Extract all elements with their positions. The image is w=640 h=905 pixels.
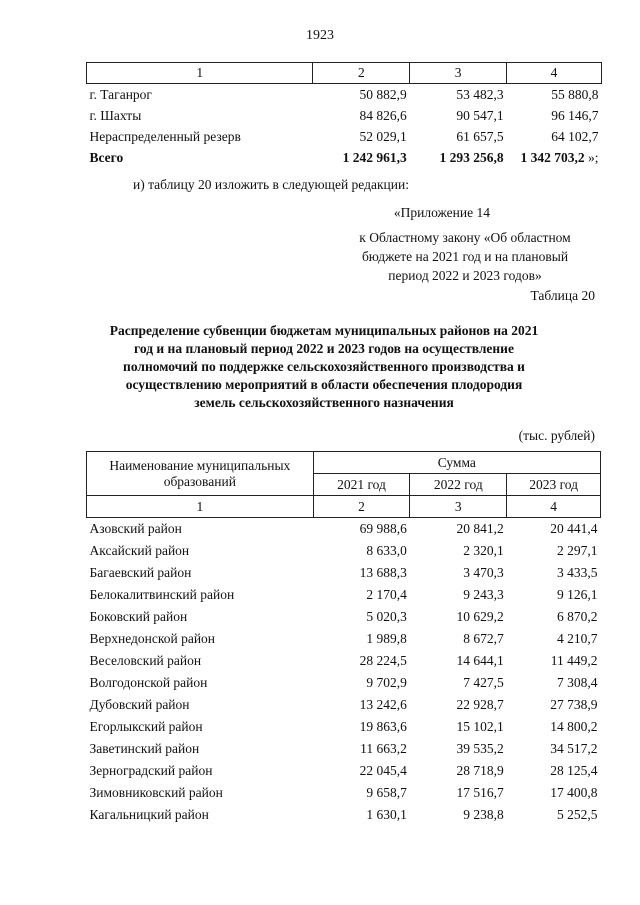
value-2023-cell: 34 517,2 — [550, 741, 598, 756]
instruction-text: и) таблицу 20 изложить в следующей редакции: — [133, 177, 409, 192]
district-name-cell: Белокалитвинский район — [89, 587, 235, 602]
value-2021-cell: 1 630,1 — [366, 807, 407, 822]
year-header-2021: 2021 год — [313, 474, 410, 496]
table-row — [87, 760, 601, 782]
appendix-law-line: к Областному закону «Об областном — [359, 230, 571, 245]
name-column-header: Наименование муниципальных образований — [87, 452, 314, 496]
value-2021-cell: 28 224,5 — [359, 653, 407, 668]
value-2022-cell: 61 657,5 — [456, 128, 504, 144]
appendix-law-line: период 2022 и 2023 годов» — [388, 268, 542, 283]
title-line: Распределение субвенции бюджетам муниципальных районов на 2021 — [109, 323, 539, 338]
district-name-cell: Верхнедонской район — [89, 631, 216, 646]
value-2022-cell: 10 629,2 — [456, 609, 504, 624]
subvention-table — [86, 451, 601, 826]
value-2023-cell: 9 126,1 — [557, 587, 598, 602]
value-2022-cell: 8 672,7 — [463, 631, 504, 646]
units-label: (тыс. рублей) — [518, 428, 595, 443]
value-2023-cell — [507, 147, 602, 168]
top-table-col-1: 1 — [87, 63, 313, 84]
title-line: полномочий по поддержке сельскохозяйственного производства и — [123, 359, 525, 374]
value-2021-cell: 2 170,4 — [366, 587, 407, 602]
value-2022-cell: 17 516,7 — [456, 785, 504, 800]
value-2022-cell: 90 547,1 — [456, 107, 504, 123]
value-2023-text: 1 342 703,2 — [520, 149, 585, 165]
value-2021-cell: 5 020,3 — [366, 609, 407, 624]
table-row — [87, 716, 601, 738]
row-name-cell: г. Шахты — [89, 107, 142, 123]
district-name-cell: Багаевский район — [89, 565, 192, 580]
table-row — [87, 105, 602, 126]
top-table-col-3: 3 — [410, 63, 507, 84]
district-name-cell: Егорлыкский район — [89, 719, 203, 734]
top-budget-table — [86, 62, 602, 168]
page-number: 1923 — [306, 28, 334, 43]
value-2023-cell: 28 125,4 — [550, 763, 598, 778]
header-row — [87, 452, 601, 474]
document-title — [86, 322, 562, 412]
table-row — [87, 126, 602, 147]
value-2021-cell: 9 702,9 — [366, 675, 407, 690]
value-2022-cell: 15 102,1 — [456, 719, 504, 734]
title-line: осуществлению мероприятий в области обеспечения плодородия — [125, 377, 523, 392]
table-row — [87, 782, 601, 804]
value-2022-cell: 28 718,9 — [456, 763, 504, 778]
title-line: земель сельскохозяйственного назначения — [194, 395, 454, 410]
value-2023-cell: 2 297,1 — [557, 543, 598, 558]
value-2022-cell: 53 482,3 — [456, 86, 504, 102]
table-row — [87, 804, 601, 826]
value-2021-cell: 13 688,3 — [359, 565, 407, 580]
value-2022-cell: 9 238,8 — [463, 807, 504, 822]
value-2023-cell: 3 433,5 — [557, 565, 598, 580]
appendix-law-reference — [340, 228, 590, 285]
table-row — [87, 606, 601, 628]
table-row — [87, 540, 601, 562]
value-2021-cell: 13 242,6 — [359, 697, 407, 712]
district-name-cell: Заветинский район — [89, 741, 200, 756]
table-row — [87, 84, 602, 106]
district-name-cell: Волгодонской район — [89, 675, 208, 690]
closing-quote: »; — [584, 149, 599, 165]
table-row — [87, 147, 602, 168]
value-2023-cell: 27 738,9 — [550, 697, 598, 712]
value-2021-cell: 22 045,4 — [359, 763, 407, 778]
index-cell: 4 — [507, 496, 601, 518]
top-table-index-row — [87, 63, 602, 84]
value-2023-cell: 11 449,2 — [550, 653, 598, 668]
value-2022-cell: 20 841,2 — [456, 521, 504, 536]
table-row — [87, 562, 601, 584]
value-2023-text: 55 880,8 — [551, 86, 599, 102]
value-2023-text: 96 146,7 — [551, 107, 599, 123]
value-2022-cell: 3 470,3 — [463, 565, 504, 580]
district-name-cell: Веселовский район — [89, 653, 202, 668]
value-2023-cell: 20 441,4 — [550, 521, 598, 536]
top-table-col-4: 4 — [507, 63, 602, 84]
value-2022-cell: 7 427,5 — [463, 675, 504, 690]
value-2022-cell: 14 644,1 — [456, 653, 504, 668]
value-2021-cell: 84 826,6 — [359, 107, 407, 123]
year-header-2022: 2022 год — [410, 474, 507, 496]
sum-column-header: Сумма — [313, 452, 600, 474]
district-name-cell: Аксайский район — [89, 543, 190, 558]
index-row — [87, 496, 601, 518]
district-name-cell: Боковский район — [89, 609, 188, 624]
value-2023-cell — [507, 105, 602, 126]
value-2022-cell: 2 320,1 — [463, 543, 504, 558]
district-name-cell: Кагальницкий район — [89, 807, 209, 822]
district-name-cell: Зимовниковский район — [89, 785, 223, 800]
value-2021-cell: 8 633,0 — [366, 543, 407, 558]
table-row — [87, 672, 601, 694]
value-2023-text: 64 102,7 — [551, 128, 599, 144]
value-2021-cell: 69 988,6 — [359, 521, 407, 536]
index-cell: 3 — [410, 496, 507, 518]
appendix-number: «Приложение 14 — [393, 205, 490, 220]
district-name-cell: Дубовский район — [89, 697, 190, 712]
index-cell: 2 — [313, 496, 410, 518]
value-2023-cell: 5 252,5 — [557, 807, 598, 822]
value-2021-cell: 1 989,8 — [366, 631, 407, 646]
value-2021-cell: 1 242 961,3 — [342, 149, 407, 165]
value-2023-cell: 7 308,4 — [557, 675, 598, 690]
value-2021-cell: 52 029,1 — [359, 128, 407, 144]
value-2021-cell: 50 882,9 — [359, 86, 407, 102]
value-2021-cell: 11 663,2 — [360, 741, 407, 756]
table-row — [87, 650, 601, 672]
value-2023-cell: 17 400,8 — [550, 785, 598, 800]
table-label: Таблица 20 — [530, 288, 595, 303]
district-name-cell: Зерноградский район — [89, 763, 213, 778]
row-name-cell: Всего — [89, 149, 124, 165]
table-row — [87, 628, 601, 650]
value-2023-cell — [507, 126, 602, 147]
table-row — [87, 738, 601, 760]
value-2023-cell: 4 210,7 — [557, 631, 598, 646]
top-table-col-2: 2 — [313, 63, 410, 84]
row-name-cell: г. Таганрог — [89, 86, 152, 102]
value-2022-cell: 1 293 256,8 — [439, 149, 504, 165]
value-2023-cell — [507, 84, 602, 106]
table-row — [87, 694, 601, 716]
value-2022-cell: 39 535,2 — [456, 741, 504, 756]
value-2022-cell: 9 243,3 — [463, 587, 504, 602]
district-name-cell: Азовский район — [89, 521, 182, 536]
year-header-2023: 2023 год — [507, 474, 601, 496]
title-line: год и на плановый период 2022 и 2023 годов на осуществление — [134, 341, 514, 356]
row-name-cell: Нераспределенный резерв — [89, 128, 241, 144]
value-2021-cell: 9 658,7 — [366, 785, 407, 800]
table-row — [87, 518, 601, 541]
value-2022-cell: 22 928,7 — [456, 697, 504, 712]
value-2021-cell: 19 863,6 — [359, 719, 407, 734]
index-cell: 1 — [87, 496, 314, 518]
appendix-law-line: бюджете на 2021 год и на плановый — [361, 249, 569, 264]
table-row — [87, 584, 601, 606]
value-2023-cell: 14 800,2 — [550, 719, 598, 734]
value-2023-cell: 6 870,2 — [557, 609, 598, 624]
